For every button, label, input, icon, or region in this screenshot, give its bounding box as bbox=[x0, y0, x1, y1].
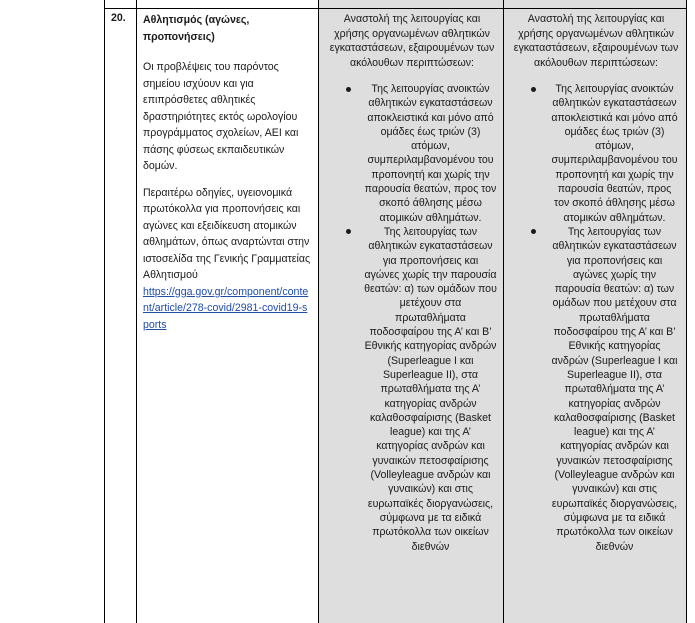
measure-cell-2 bbox=[504, 9, 687, 623]
list-item-text: Της λειτουργίας των αθλητικών εγκαταστάσεων για προπονήσεις και αγώνες χωρίς την παρουσία θεατών: α) των ομάδων που μετέχουν στα πρωταθλήματα ποδοσφαίρου της Α’ και Β’ Εθνικής κατηγορίας ανδρών (Superleague I και Superleague II), στα πρωταθλήματα της Α’ κατηγορίας ανδρών καλαθοσφαίρισης (Basket league) και της Α’ κατηγορίας ανδρών και γυναικών πετοσφαίρισης (Volleyleague ανδρών και γυναικών) και στις ευρωπαϊκές διοργανώσεις, σύμφωνα με τα ειδικά πρωτόκολλα των οικείων διεθνών bbox=[551, 225, 678, 553]
previous-row-measure-cell-2 bbox=[504, 0, 687, 9]
bullet-icon bbox=[346, 87, 351, 92]
previous-row-measure-cell-1 bbox=[319, 0, 504, 9]
list-item-text: Της λειτουργίας ανοικτών αθλητικών εγκαταστάσεων αποκλειστικά και μόνο από ομάδες έως τριών (3) ατόμων, συμπεριλαμβανομένου του προπονητή και χωρίς την παρουσία θεατών, προς τον σκοπό άθλησης μέσω ατομικών αθλημάτων. bbox=[364, 83, 497, 224]
description-paragraph-2-text: Περαιτέρω οδηγίες, υγειονομικά πρωτόκολλα για προπονήσεις και αγώνες και εξειδίκευση ατομικών αθλημάτων, όπως αναρτώνται στην ιστοσελίδα της Γενικής Γραμματείας Αθλητισμού bbox=[143, 186, 311, 281]
measure-bullet-list bbox=[325, 82, 499, 554]
list-item bbox=[510, 82, 682, 225]
measure-intro: Αναστολή της λειτουργίας και χρήσης οργανωμένων αθλητικών εγκαταστάσεων, εξαιρουμένων των ακόλουθων περιπτώσεων: bbox=[329, 13, 495, 69]
measure-bullet-list bbox=[510, 82, 682, 554]
description-paragraph-1: Οι προβλέψεις του παρόντος σημείου ισχύουν και για επιπρόσθετες αθλητικές δραστηριότητες εκτός ωρολογίου προγράμματος σχολείων, ΑΕΙ και πάσης φύσεως εκπαιδευτικών δομών. bbox=[143, 61, 299, 172]
bullet-icon bbox=[531, 87, 536, 92]
list-item-text: Της λειτουργίας των αθλητικών εγκαταστάσεων για προπονήσεις και αγώνες χωρίς την παρουσία θεατών: α) των ομάδων που μετέχουν στα πρωταθλήματα ποδοσφαίρου της Α’ και Β’ Εθνικής κατηγορίας ανδρών (Superleague I και Superleague II), στα πρωταθλήματα της Α’ κατηγορίας ανδρών καλαθοσφαίρισης (Basket league) και της Α’ κατηγορίας ανδρών και γυναικών πετοσφαίρισης (Volleyleague ανδρών και γυναικών) και στις ευρωπαϊκές διοργανώσεις, σύμφωνα με τα ειδικά πρωτόκολλα των οικείων διεθνών bbox=[364, 225, 497, 553]
measure-cell-1 bbox=[319, 9, 504, 623]
previous-row-tail bbox=[105, 0, 687, 9]
list-item bbox=[510, 225, 682, 554]
activity-title: Αθλητισμός (αγώνες, προπονήσεις) bbox=[143, 14, 250, 43]
measures-table bbox=[104, 0, 687, 623]
previous-row-number-cell bbox=[105, 0, 137, 9]
bullet-icon bbox=[531, 229, 536, 234]
row-number: 20. bbox=[111, 12, 126, 24]
table-row bbox=[105, 9, 687, 623]
list-item bbox=[325, 82, 499, 225]
description-paragraph-2 bbox=[143, 185, 312, 334]
list-item-text: Της λειτουργίας ανοικτών αθλητικών εγκαταστάσεων αποκλειστικά και μόνο από ομάδες έως τριών (3) ατόμων, συμπεριλαμβανομένου του προπονητή και χωρίς την παρουσία θεατών, προς τον σκοπό άθλησης μέσω ατομικών αθλημάτων. bbox=[551, 83, 678, 224]
list-item bbox=[325, 225, 499, 554]
row-number-cell bbox=[105, 9, 137, 623]
previous-row-description-cell bbox=[137, 0, 319, 9]
activity-description-cell bbox=[137, 9, 319, 623]
measure-intro: Αναστολή της λειτουργίας και χρήσης οργανωμένων αθλητικών εγκαταστάσεων, εξαιρουμένων των ακόλουθων περιπτώσεων: bbox=[513, 13, 679, 69]
bullet-icon bbox=[346, 229, 351, 234]
sports-guidelines-link[interactable]: https://gga.gov.gr/component/content/article/278-covid/2981-covid19-sports bbox=[143, 285, 309, 331]
